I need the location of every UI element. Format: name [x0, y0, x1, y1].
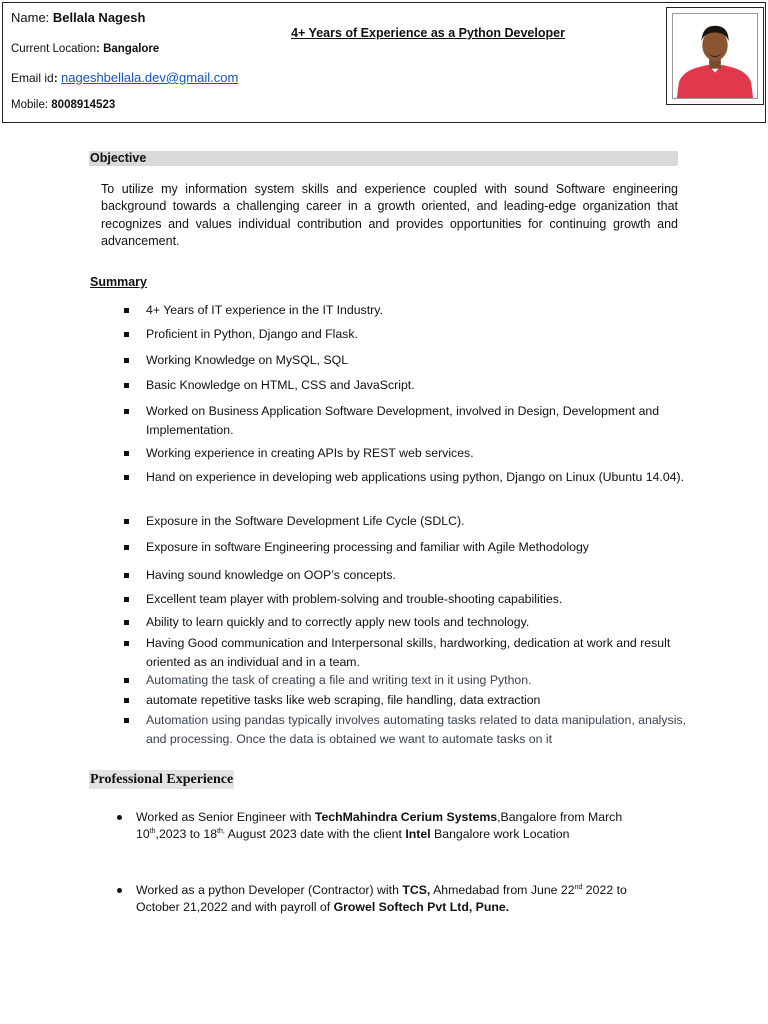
summary-item: 4+ Years of IT experience in the IT Industry. — [146, 301, 686, 320]
candidate-name: Bellala Nagesh — [52, 10, 146, 25]
job2-company: TCS, — [402, 883, 431, 897]
experience-item — [136, 809, 656, 843]
mobile-label: Mobile: — [11, 99, 52, 111]
job1-client: Intel — [405, 827, 431, 841]
resume-header — [2, 2, 766, 123]
professional-experience-heading: Professional Experience — [90, 772, 234, 787]
resume-title: 4+ Years of Experience as a Python Developer — [291, 26, 565, 40]
job1-text-2: ,Bangalore from March 10 — [136, 810, 623, 841]
summary-item: Exposure in the Software Development Life Cycle (SDLC). — [146, 512, 686, 531]
job1-text-4: August 2023 date with the client — [224, 827, 406, 841]
summary-item: Hand on experience in developing web applications using python, Django on Linux (Ubuntu 14.04). — [146, 468, 686, 487]
mobile-line — [11, 99, 115, 111]
job2-text-1: Worked as a python Developer (Contractor) with — [136, 883, 403, 897]
job1-text-5: Bangalore work Location — [430, 827, 570, 841]
profile-photo-frame — [666, 7, 764, 105]
job1-text-3: ,2023 to 18 — [155, 827, 218, 841]
summary-item: Excellent team player with problem-solving and trouble-shooting capabilities. — [146, 590, 686, 609]
summary-item: Proficient in Python, Django and Flask. — [146, 325, 686, 344]
summary-item: Exposure in software Engineering processing and familiar with Agile Methodology — [146, 538, 686, 557]
summary-item: Working experience in creating APIs by REST web services. — [146, 444, 686, 463]
mobile-number: 8008914523 — [51, 99, 116, 111]
location-label: Current Location — [11, 43, 97, 55]
summary-item: Worked on Business Application Software Development, involved in Design, Development and Implementation. — [146, 402, 686, 440]
objective-heading: Objective — [90, 151, 147, 165]
summary-item: Automating the task of creating a file and writing text in it using Python. — [146, 671, 686, 690]
objective-heading-bar — [89, 151, 678, 166]
experience-item — [136, 882, 656, 916]
job1-sup-1: th — [149, 827, 156, 835]
summary-item: Basic Knowledge on HTML, CSS and JavaScript. — [146, 376, 686, 395]
job2-sup-1: nd — [574, 883, 583, 891]
job1-company: TechMahindra Cerium Systems — [314, 810, 498, 824]
summary-item: Automation using pandas typically involves automating tasks related to data manipulation, analysis, and processing. Once the data is obtained we want to automate tasks on it — [146, 711, 686, 749]
job2-text-2: Ahmedabad from June 22 — [430, 883, 575, 897]
location-line — [11, 43, 159, 55]
job1-sup-2: th, — [217, 827, 225, 835]
summary-item: Having Good communication and Interpersonal skills, hardworking, dedication at work and result oriented as an individual and in a team. — [146, 634, 686, 672]
summary-item: Ability to learn quickly and to correctly apply new tools and technology. — [146, 613, 686, 632]
email-sep: : — [53, 71, 62, 85]
location-value: Bangalore — [103, 43, 160, 55]
summary-item: automate repetitive tasks like web scraping, file handling, data extraction — [146, 691, 686, 710]
job2-text-3: 2022 to October 21,2022 and with payroll of — [136, 883, 627, 914]
profile-photo — [672, 13, 758, 99]
job1-text-1: Worked as Senior Engineer with — [136, 810, 315, 824]
email-line — [11, 70, 238, 85]
summary-heading: Summary — [90, 275, 147, 289]
summary-item: Working Knowledge on MySQL, SQL — [146, 351, 686, 370]
objective-text: To utilize my information system skills and experience coupled with sound Software engineering background towards a challenging career in a growth oriented, and leading-edge organization that recognizes and values individual contribution and provides opportunities for continuing growth and advancement. — [101, 182, 678, 248]
job2-payroll: Growel Softech Pvt Ltd, Pune. — [333, 900, 510, 914]
candidate-name-line — [11, 10, 145, 25]
location-sep: : — [96, 43, 104, 55]
name-label: Name: — [11, 10, 53, 25]
email-link[interactable]: nageshbellala.dev@gmail.com — [61, 70, 239, 85]
summary-item: Having sound knowledge on OOP’s concepts. — [146, 566, 686, 585]
email-label: Email id — [11, 71, 54, 85]
